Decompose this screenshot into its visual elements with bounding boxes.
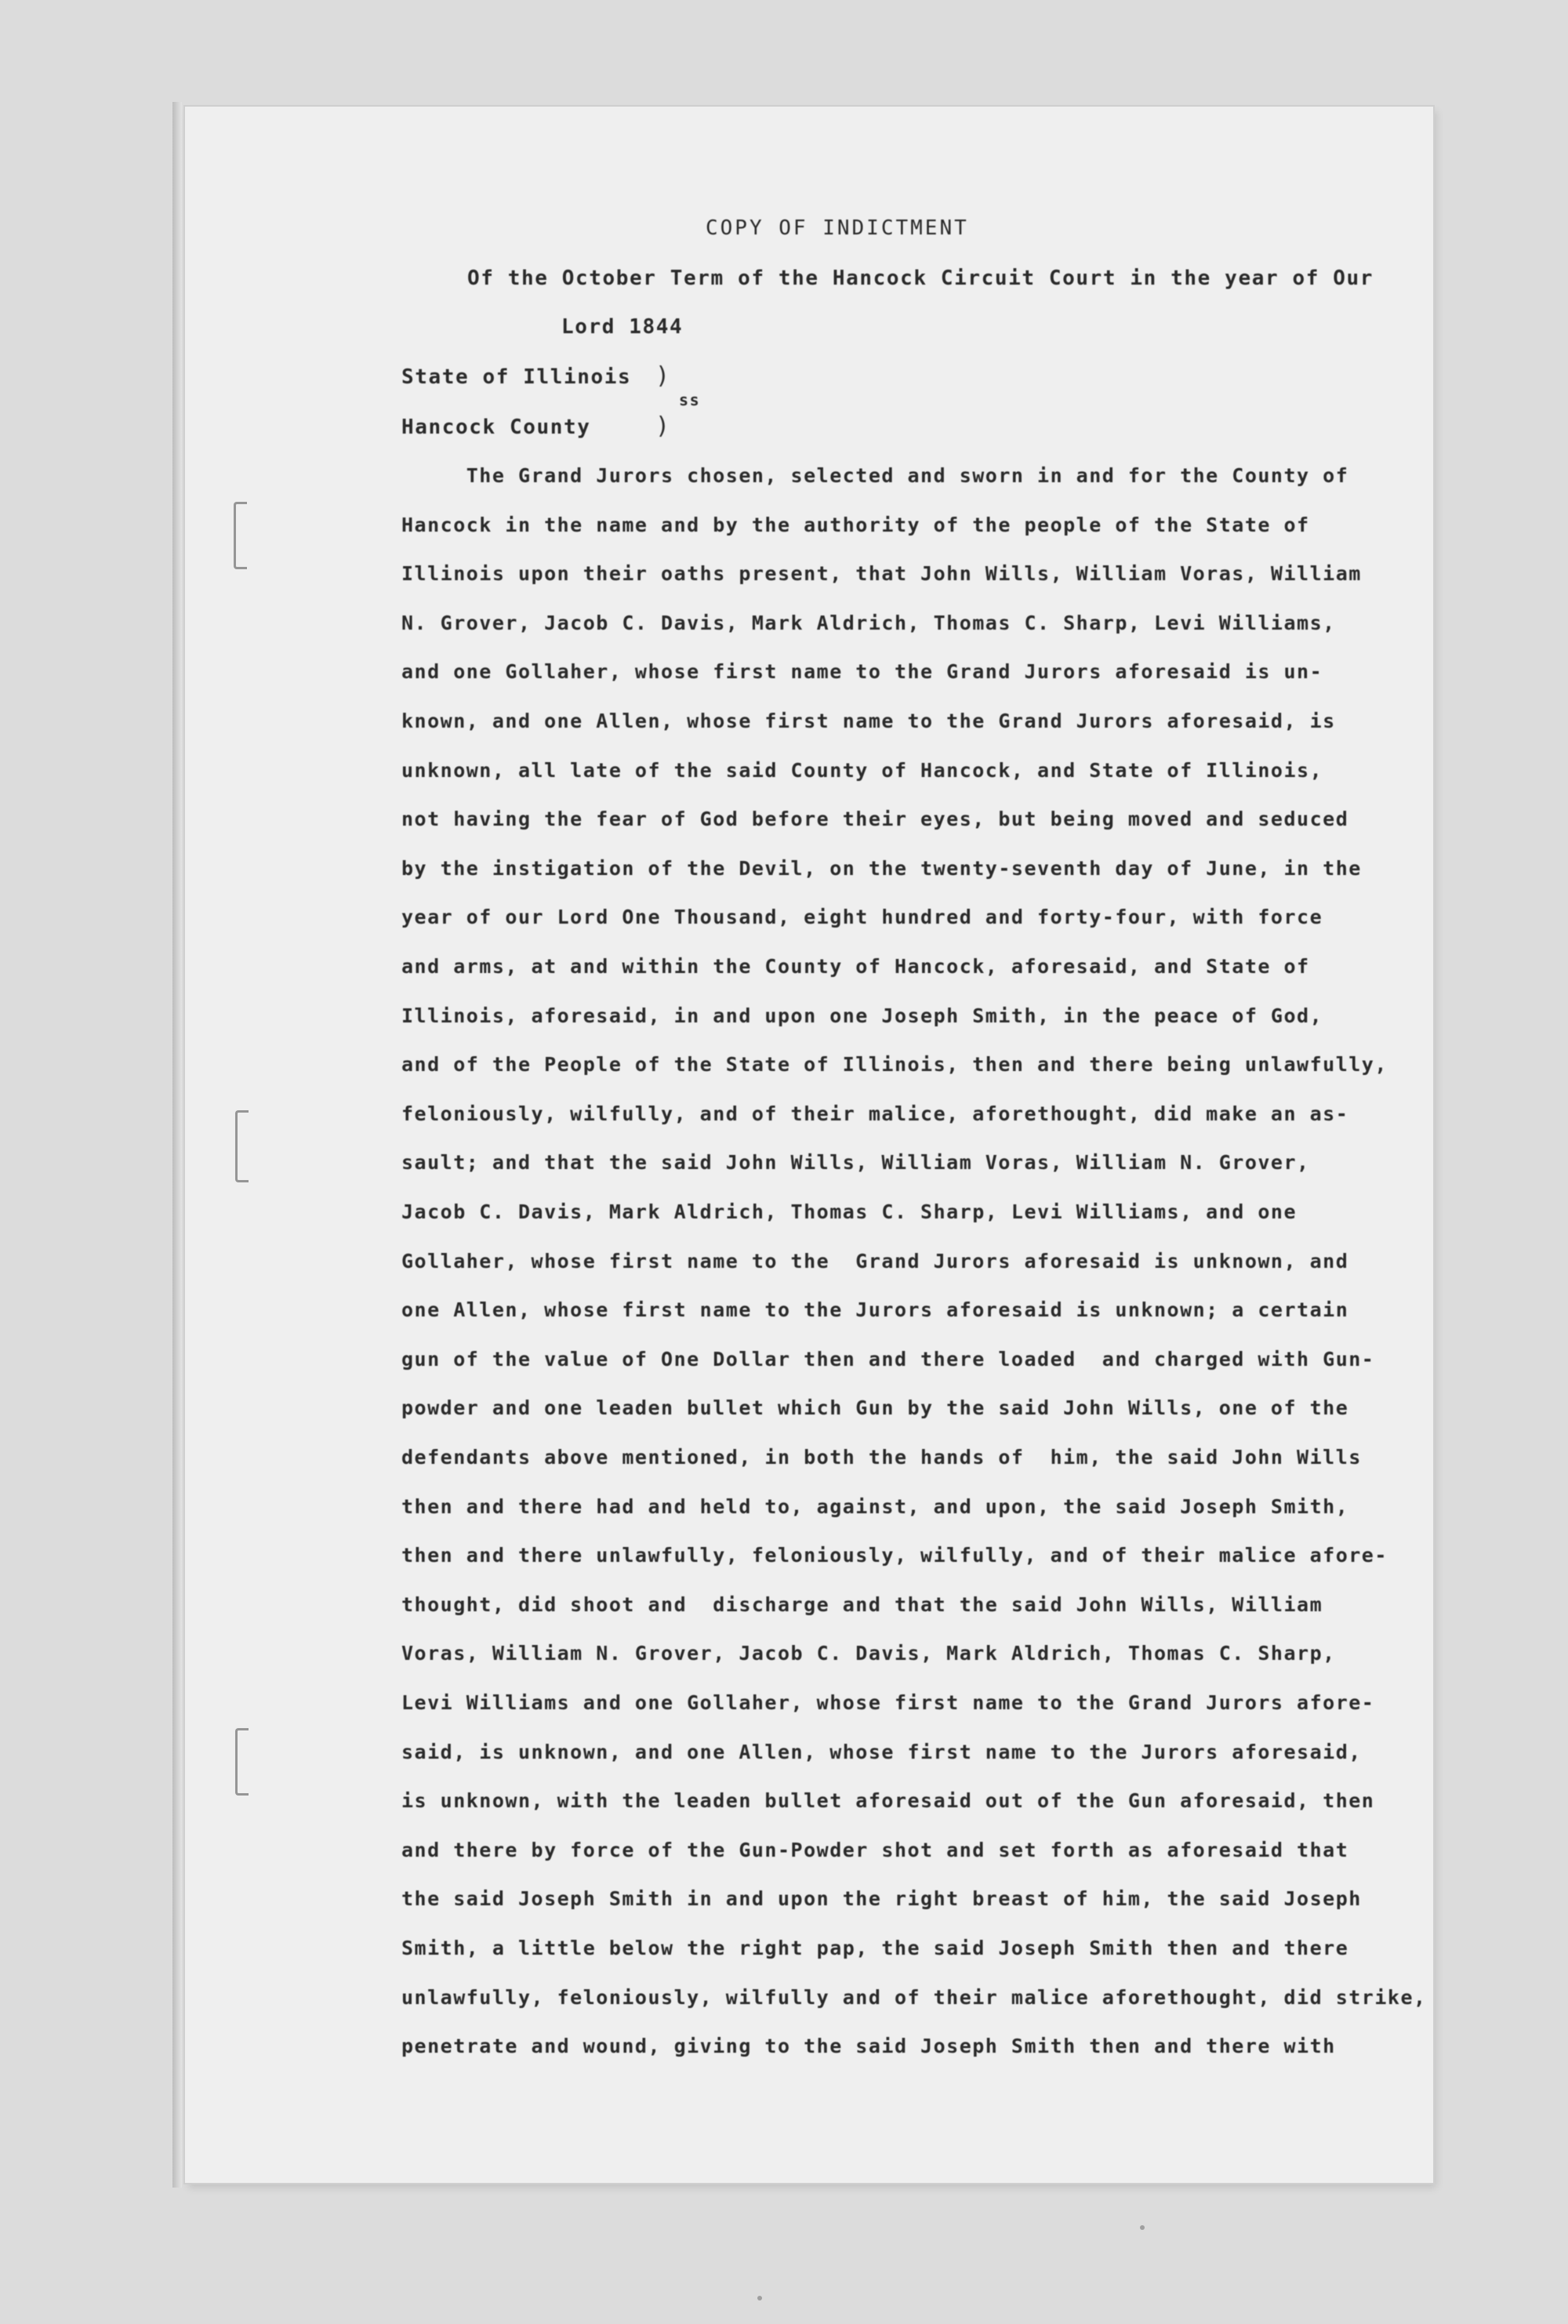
body-text-line: The Grand Jurors chosen, selected and sworn in and for the County of	[401, 464, 1349, 487]
body-text-line: then and there unlawfully, feloniously, wilfully, and of their malice afore-	[401, 1544, 1388, 1567]
body-text-line: Jacob C. Davis, Mark Aldrich, Thomas C. Sharp, Levi Williams, and one	[401, 1200, 1298, 1223]
margin-mark	[235, 1110, 249, 1182]
body-text-line: known, and one Allen, whose first name to the Grand Jurors aforesaid, is	[401, 710, 1336, 732]
scan-speck	[757, 2296, 762, 2300]
court-term-line: Of the October Term of the Hancock Circuit Court in the year of Our	[467, 267, 1374, 290]
body-text-line: Smith, a little below the right pap, the said Joseph Smith then and there	[401, 1937, 1349, 1959]
body-text-line: Gollaher, whose first name to the Grand Jurors aforesaid is unknown, and	[401, 1249, 1349, 1273]
body-text-line: by the instigation of the Devil, on the twenty-seventh day of June, in the	[401, 856, 1362, 880]
body-text-line: sault; and that the said John Wills, William Voras, William N. Grover,	[401, 1151, 1310, 1175]
margin-mark	[234, 502, 247, 569]
margin-mark	[235, 1728, 249, 1796]
body-text-line: feloniously, wilfully, and of their malice, aforethought, did make an as-	[401, 1102, 1349, 1125]
body-text-line: penetrate and wound, giving to the said Joseph Smith then and there with	[401, 2035, 1336, 2058]
body-text-line: Levi Williams and one Gollaher, whose first name to the Grand Jurors afore-	[401, 1691, 1375, 1714]
scan-speck	[1140, 2225, 1145, 2230]
body-text-line: gun of the value of One Dollar then and there loaded and charged with Gun-	[401, 1347, 1375, 1371]
body-text-line: year of our Lord One Thousand, eight hundred and forty-four, with force	[401, 906, 1323, 929]
venue-ss: ss	[679, 390, 701, 409]
body-text-line: Illinois upon their oaths present, that John Wills, William Voras, William	[401, 562, 1362, 586]
body-text-line: one Allen, whose first name to the Jurors aforesaid is unknown; a certain	[401, 1298, 1349, 1322]
body-text-line: defendants above mentioned, in both the hands of him, the said John Wills	[401, 1446, 1362, 1469]
body-text-line: Illinois, aforesaid, in and upon one Joseph Smith, in the peace of God,	[401, 1004, 1323, 1027]
body-text-line: unknown, all late of the said County of Hancock, and State of Illinois,	[401, 758, 1323, 782]
document-title: COPY OF INDICTMENT	[706, 216, 969, 240]
venue-state: State of Illinois	[401, 365, 632, 389]
venue-bracket-top: )	[655, 362, 670, 390]
body-text-line: Hancock in the name and by the authority of the people of the State of	[401, 513, 1310, 536]
venue-county: Hancock County	[401, 416, 591, 439]
body-text-line: and of the People of the State of Illinois, then and there being unlawfully,	[401, 1053, 1388, 1077]
court-year-line: Lord 1844	[561, 315, 684, 339]
venue-bracket-bottom: )	[655, 412, 670, 440]
body-text-line: powder and one leaden bullet which Gun by the said John Wills, one of the	[401, 1396, 1349, 1420]
body-text-line: said, is unknown, and one Allen, whose first name to the Jurors aforesaid,	[401, 1740, 1362, 1763]
body-text-line: unlawfully, feloniously, wilfully and of their malice aforethought, did strike,	[401, 1985, 1427, 2009]
body-text-line: N. Grover, Jacob C. Davis, Mark Aldrich, Thomas C. Sharp, Levi Williams,	[401, 611, 1336, 634]
body-text-line: the said Joseph Smith in and upon the right breast of him, the said Joseph	[401, 1887, 1362, 1911]
body-text-line: and there by force of the Gun-Powder shot and set forth as aforesaid that	[401, 1838, 1349, 1861]
body-text-line: not having the fear of God before their eyes, but being moved and seduced	[401, 808, 1349, 831]
body-text-line: Voras, William N. Grover, Jacob C. Davis, Mark Aldrich, Thomas C. Sharp,	[401, 1642, 1336, 1665]
scan-page-edge	[172, 102, 182, 2188]
body-text-line: thought, did shoot and discharge and that the said John Wills, William	[401, 1592, 1323, 1616]
document-page	[185, 107, 1433, 2183]
body-text-line: and arms, at and within the County of Hancock, aforesaid, and State of	[401, 955, 1310, 978]
body-text-line: and one Gollaher, whose first name to the Grand Jurors aforesaid is un-	[401, 660, 1323, 684]
body-text-line: is unknown, with the leaden bullet aforesaid out of the Gun aforesaid, then	[401, 1789, 1375, 1813]
body-text-line: then and there had and held to, against, and upon, the said Joseph Smith,	[401, 1494, 1349, 1518]
